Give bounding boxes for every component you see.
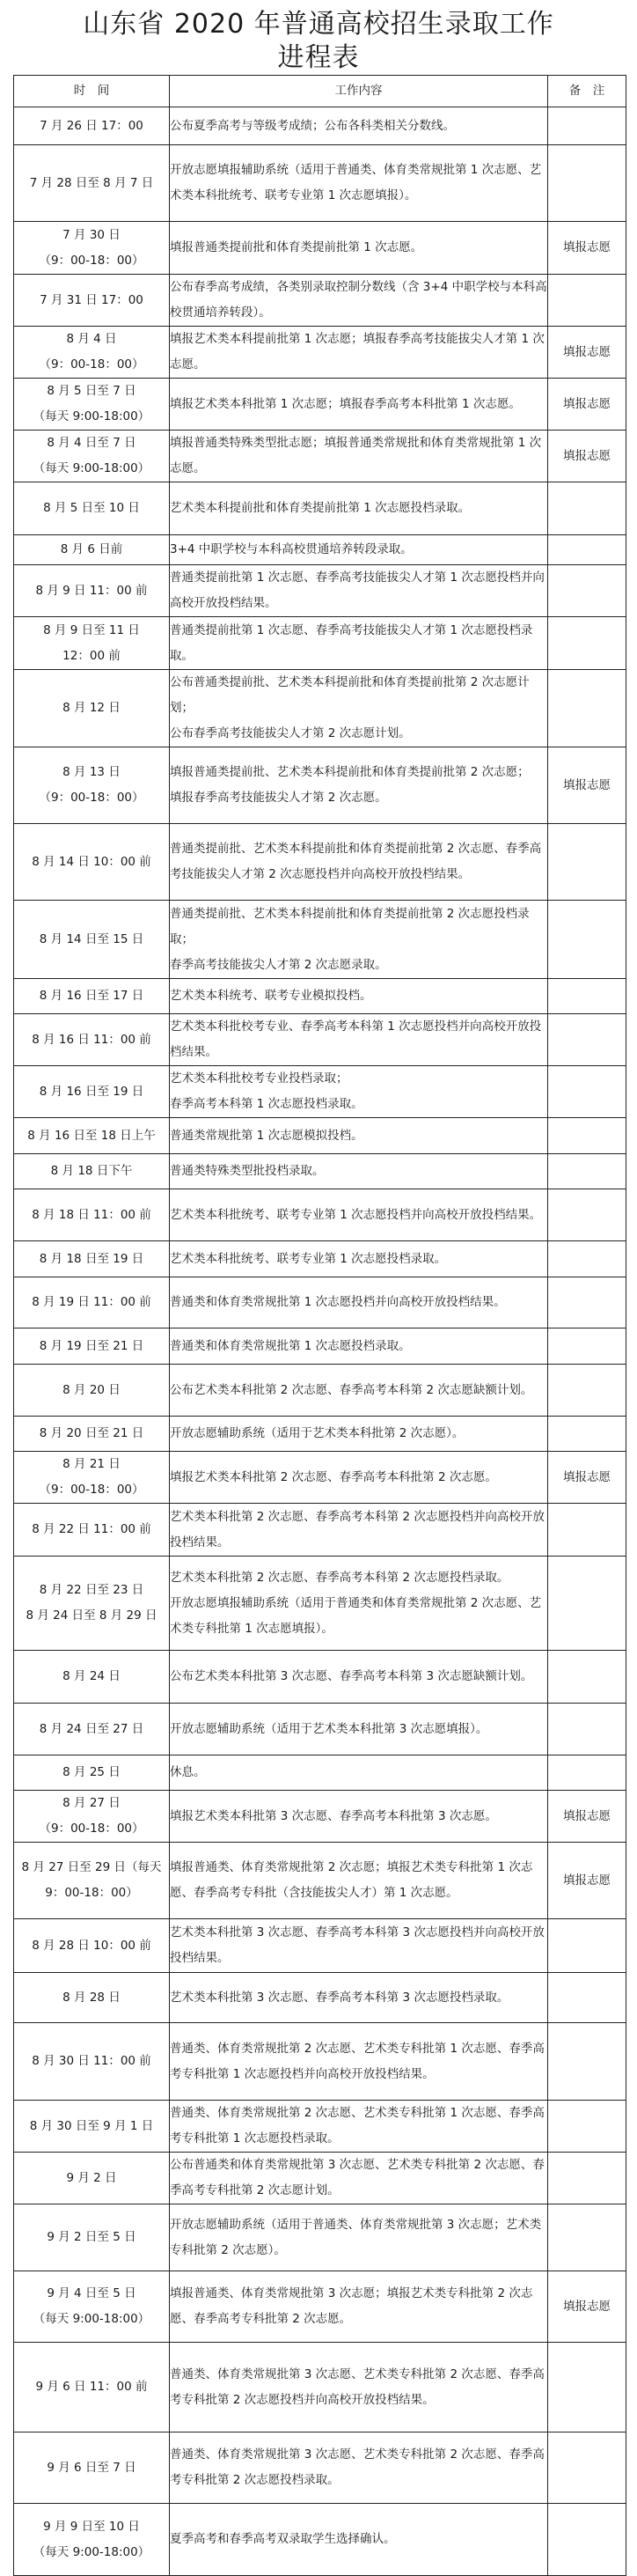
time-text: 8 月 28 日 10：00 前 <box>32 1938 151 1953</box>
content-text: 开放志愿辅助系统（适用于艺术类本科批第 2 次志愿）。 <box>170 1426 465 1440</box>
time-text: 8 月 16 日至 17 日 <box>39 989 144 1003</box>
time-text: 8 月 28 日 <box>62 1990 121 2005</box>
table-row <box>14 1365 626 1417</box>
cell-time <box>14 1277 170 1328</box>
content-text: 填报普通类提前批、艺术类本科提前批和体育类提前批第 2 次志愿； <box>170 765 530 779</box>
table-row <box>14 275 626 327</box>
content-text: 公布普通类提前批、艺术类本科提前批和体育类提前批第 2 次志愿计划； <box>170 675 530 715</box>
table-row <box>14 1973 626 2023</box>
cell-time <box>14 145 170 222</box>
time-text: 8 月 27 日至 29 日（每天 9：00-18：00） <box>21 1860 162 1900</box>
time-text: 12：00 前 <box>62 648 121 663</box>
time-text: （9：00-18：00） <box>39 1483 144 1497</box>
cell-time <box>14 1704 170 1755</box>
cell-content <box>170 1843 548 1919</box>
table-header-row <box>14 76 626 107</box>
cell-time <box>14 1919 170 1973</box>
cell-content <box>170 1452 548 1504</box>
table-row <box>14 1651 626 1704</box>
content-text: 艺术类本科批第 3 次志愿、春季高考本科第 3 次志愿投档并向高校开放投档结果。 <box>170 1925 545 1965</box>
cell-time <box>14 1417 170 1452</box>
content-text: 艺术类本科批校考专业、春季高考本科第 1 次志愿投档并向高校开放投档结果。 <box>170 1019 542 1059</box>
time-text: 9 月 9 日至 10 日 <box>43 2519 140 2534</box>
cell-time <box>14 1651 170 1704</box>
cell-note: 填报志愿 <box>548 1452 626 1504</box>
cell-note <box>548 1365 626 1417</box>
cell-note: 填报志愿 <box>548 1791 626 1843</box>
table-row <box>14 431 626 482</box>
cell-content <box>170 2504 548 2576</box>
table-row <box>14 824 626 901</box>
content-text: 普通类提前批、艺术类本科提前批和体育类提前批第 2 次志愿投档录取； <box>170 906 530 946</box>
cell-content <box>170 979 548 1014</box>
content-text: 普通类、体育类常规批第 2 次志愿、艺术类专科批第 1 次志愿、春季高考专科批第 1 次志愿投档并向高校开放投档结果。 <box>170 2041 545 2081</box>
cell-time <box>14 535 170 565</box>
cell-note <box>548 565 626 617</box>
time-text: 8 月 18 日 11：00 前 <box>32 1207 151 1222</box>
cell-time <box>14 617 170 670</box>
cell-content <box>170 535 548 565</box>
cell-content <box>170 2023 548 2101</box>
table-row <box>14 2432 626 2504</box>
cell-content <box>170 2101 548 2153</box>
time-text: 7 月 26 日 17：00 <box>40 118 143 133</box>
time-text: 8 月 30 日 11：00 前 <box>32 2054 151 2068</box>
cell-time <box>14 2101 170 2153</box>
cell-content <box>170 1277 548 1328</box>
time-text: 8 月 21 日 <box>62 1457 121 1471</box>
cell-content <box>170 482 548 535</box>
time-text: 7 月 31 日 17：00 <box>40 292 143 307</box>
admission-schedule-table <box>13 75 626 2576</box>
content-text: 公布春季高考技能拔尖人才第 2 次志愿计划。 <box>170 726 411 740</box>
table-row <box>14 482 626 535</box>
time-text: 8 月 20 日至 21 日 <box>39 1426 144 1440</box>
cell-content <box>170 2432 548 2504</box>
cell-time <box>14 1755 170 1791</box>
time-text: 9 月 4 日至 5 日 <box>47 2286 136 2300</box>
cell-content <box>170 1417 548 1452</box>
content-text: 艺术类本科批第 2 次志愿、春季高考本科第 2 次志愿投档录取。 <box>170 1570 509 1585</box>
time-text: 8 月 5 日至 10 日 <box>43 501 140 515</box>
content-text: 艺术类本科提前批和体育类提前批第 1 次志愿投档录取。 <box>170 501 471 515</box>
cell-note: 填报志愿 <box>548 2271 626 2343</box>
time-text: 8 月 24 日 <box>62 1669 121 1683</box>
time-text: 8 月 16 日 11：00 前 <box>32 1032 151 1047</box>
table-row <box>14 2504 626 2576</box>
table-row <box>14 1452 626 1504</box>
time-text: 8 月 19 日 11：00 前 <box>32 1295 151 1309</box>
table-row <box>14 1755 626 1791</box>
table-row <box>14 1328 626 1365</box>
content-text: 普通类和体育类常规批第 1 次志愿投档并向高校开放投档结果。 <box>170 1295 506 1309</box>
cell-content <box>170 379 548 431</box>
time-text: 8 月 12 日 <box>62 701 121 715</box>
time-text: 8 月 6 日前 <box>60 542 123 556</box>
cell-content <box>170 1189 548 1241</box>
content-text: 普通类常规批第 1 次志愿模拟投档。 <box>170 1128 363 1143</box>
document-subtitle: 进程表 <box>277 42 360 73</box>
cell-note <box>548 1277 626 1328</box>
cell-note <box>548 670 626 747</box>
header-content: 工作内容 <box>170 76 548 107</box>
time-text: （每天 9:00-18:00） <box>33 461 150 475</box>
content-text: 填报春季高考技能拔尖人才第 2 次志愿。 <box>170 791 387 805</box>
table-row <box>14 1154 626 1189</box>
table-row <box>14 1277 626 1328</box>
cell-time <box>14 2432 170 2504</box>
cell-time <box>14 1843 170 1919</box>
content-text: 普通类、体育类常规批第 3 次志愿、艺术类专科批第 2 次志愿、春季高考专科批第 2 次志愿投档录取。 <box>170 2447 545 2487</box>
cell-content <box>170 2343 548 2432</box>
time-text: 9 月 2 日 <box>66 2170 117 2185</box>
table-row <box>14 1417 626 1452</box>
cell-note <box>548 145 626 222</box>
table-body <box>14 107 626 2576</box>
time-text: 8 月 13 日 <box>62 765 121 779</box>
cell-time <box>14 2343 170 2432</box>
cell-note <box>548 2204 626 2271</box>
cell-content <box>170 1557 548 1651</box>
cell-note <box>548 617 626 670</box>
cell-time <box>14 1504 170 1557</box>
cell-content <box>170 1791 548 1843</box>
cell-note: 填报志愿 <box>548 431 626 482</box>
content-text: 艺术类本科统考、联考专业模拟投档。 <box>170 989 372 1003</box>
cell-note <box>548 1651 626 1704</box>
cell-note: 填报志愿 <box>548 1843 626 1919</box>
header-time: 时 间 <box>14 76 170 107</box>
table-row <box>14 1189 626 1241</box>
table-row <box>14 1919 626 1973</box>
content-text: 公布春季高考成绩，各类别录取控制分数线（含 3+4 中职学校与本科高校贯通培养转段）。 <box>170 280 547 320</box>
cell-content <box>170 565 548 617</box>
time-text: 8 月 4 日至 7 日 <box>47 436 136 450</box>
cell-time <box>14 1452 170 1504</box>
cell-content <box>170 1973 548 2023</box>
content-text: 春季高考技能拔尖人才第 2 次志愿录取。 <box>170 957 387 972</box>
table-row <box>14 327 626 379</box>
time-text: 8 月 9 日 11：00 前 <box>35 583 148 598</box>
cell-time <box>14 275 170 327</box>
cell-note <box>548 1504 626 1557</box>
cell-time <box>14 1557 170 1651</box>
cell-note <box>548 1704 626 1755</box>
table-row <box>14 747 626 824</box>
cell-content <box>170 617 548 670</box>
content-text: 普通类提前批第 1 次志愿、春季高考技能拔尖人才第 1 次志愿投档并向高校开放投档结果。 <box>170 570 545 610</box>
cell-note <box>548 1118 626 1154</box>
table-row <box>14 107 626 145</box>
cell-time <box>14 1014 170 1066</box>
cell-note <box>548 107 626 145</box>
table-row <box>14 1241 626 1277</box>
content-text: 填报普通类、体育类常规批第 3 次志愿；填报艺术类专科批第 2 次志愿、春季高考专科批第 2 次志愿。 <box>170 2286 533 2326</box>
cell-content <box>170 275 548 327</box>
cell-note <box>548 1557 626 1651</box>
table-row <box>14 1791 626 1843</box>
cell-time <box>14 565 170 617</box>
time-text: 8 月 22 日 11：00 前 <box>32 1522 151 1536</box>
time-text: 7 月 28 日至 8 月 7 日 <box>29 175 154 190</box>
cell-time <box>14 747 170 824</box>
cell-note: 填报志愿 <box>548 327 626 379</box>
content-text: 普通类提前批第 1 次志愿、春季高考技能拔尖人才第 1 次志愿投档录取。 <box>170 622 533 663</box>
content-text: 公布普通类和体育类常规批第 3 次志愿、艺术类专科批第 2 次志愿、春季高考专科批第 2 次志愿计划。 <box>170 2158 545 2197</box>
content-text: 填报普通类提前批和体育类提前批第 1 次志愿。 <box>170 240 423 254</box>
cell-note <box>548 1241 626 1277</box>
time-text: 9 月 6 日至 7 日 <box>47 2460 136 2475</box>
cell-time <box>14 670 170 747</box>
content-text: 艺术类本科批统考、联考专业第 1 次志愿投档录取。 <box>170 1251 447 1266</box>
time-text: 8 月 27 日 <box>62 1796 121 1810</box>
content-text: 艺术类本科批第 3 次志愿、春季高考本科第 3 次志愿投档录取。 <box>170 1990 509 2005</box>
cell-note <box>548 2504 626 2576</box>
time-text: 9 月 2 日至 5 日 <box>47 2230 136 2244</box>
content-text: 休息。 <box>170 1765 206 1779</box>
content-text: 夏季高考和春季高考双录取学生选择确认。 <box>170 2532 396 2546</box>
content-text: 填报普通类特殊类型批志愿；填报普通类常规批和体育类常规批第 1 次志愿。 <box>170 436 542 475</box>
cell-time <box>14 1973 170 2023</box>
table-row <box>14 2023 626 2101</box>
cell-content <box>170 1328 548 1365</box>
table-row <box>14 1118 626 1154</box>
content-text: 填报普通类、体育类常规批第 2 次志愿；填报艺术类专科批第 1 次志愿、春季高考专科批（含技能拔尖人才）第 1 次志愿。 <box>170 1860 533 1900</box>
cell-note: 填报志愿 <box>548 222 626 275</box>
table-row <box>14 2271 626 2343</box>
content-text: 填报艺术类本科提前批第 1 次志愿；填报春季高考技能拔尖人才第 1 次志愿。 <box>170 332 545 372</box>
cell-content <box>170 1919 548 1973</box>
time-text: 8 月 20 日 <box>62 1382 121 1397</box>
content-text: 填报艺术类本科批第 2 次志愿、春季高考本科批第 2 次志愿。 <box>170 1469 497 1484</box>
cell-content <box>170 1651 548 1704</box>
time-text: （9：00-18：00） <box>39 791 144 805</box>
cell-note <box>548 979 626 1014</box>
cell-time <box>14 2153 170 2204</box>
cell-note <box>548 1328 626 1365</box>
cell-content <box>170 222 548 275</box>
table-row <box>14 979 626 1014</box>
cell-content <box>170 327 548 379</box>
cell-time <box>14 901 170 979</box>
content-text: 普通类提前批、艺术类本科提前批和体育类提前批第 2 次志愿、春季高考技能拔尖人才第 2 次志愿投档并向高校开放投档结果。 <box>170 842 542 881</box>
time-text: 8 月 18 日至 19 日 <box>39 1251 144 1266</box>
cell-note: 填报志愿 <box>548 747 626 824</box>
cell-time <box>14 431 170 482</box>
cell-time <box>14 1066 170 1118</box>
content-text: 公布夏季高考与等级考成绩；公布各科类相关分数线。 <box>170 118 455 133</box>
time-text: 8 月 5 日至 7 日 <box>47 384 136 398</box>
table-row <box>14 1066 626 1118</box>
time-text: 9 月 6 日 11：00 前 <box>35 2380 148 2394</box>
cell-time <box>14 2204 170 2271</box>
cell-time <box>14 824 170 901</box>
table-row <box>14 2204 626 2271</box>
table-row <box>14 901 626 979</box>
content-text: 开放志愿辅助系统（适用于普通类、体育类常规批第 3 次志愿；艺术类专科批第 2 次志愿）。 <box>170 2217 542 2257</box>
cell-content <box>170 2153 548 2204</box>
time-text: （9：00-18：00） <box>39 1822 144 1836</box>
cell-time <box>14 1328 170 1365</box>
cell-note: 填报志愿 <box>548 379 626 431</box>
cell-time <box>14 1365 170 1417</box>
cell-note <box>548 1919 626 1973</box>
cell-note <box>548 275 626 327</box>
cell-time <box>14 1241 170 1277</box>
content-text: 填报艺术类本科批第 1 次志愿；填报春季高考本科批第 1 次志愿。 <box>170 396 521 411</box>
content-text: 公布艺术类本科批第 2 次志愿、春季高考本科第 2 次志愿缺额计划。 <box>170 1382 533 1397</box>
cell-time <box>14 1791 170 1843</box>
content-text: 春季高考本科第 1 次志愿投档录取。 <box>170 1097 363 1111</box>
cell-time <box>14 1118 170 1154</box>
table-row <box>14 1014 626 1066</box>
cell-note <box>548 901 626 979</box>
time-text: （每天 9:00-18:00） <box>33 2544 150 2559</box>
cell-note <box>548 2023 626 2101</box>
cell-note <box>548 2101 626 2153</box>
cell-time <box>14 222 170 275</box>
cell-content <box>170 1704 548 1755</box>
cell-content <box>170 1014 548 1066</box>
table-row <box>14 565 626 617</box>
cell-note <box>548 482 626 535</box>
time-text: 8 月 24 日至 8 月 29 日 <box>26 1608 157 1623</box>
time-text: 8 月 4 日 <box>66 332 117 346</box>
cell-content <box>170 2204 548 2271</box>
table-row <box>14 2153 626 2204</box>
content-text: 普通类、体育类常规批第 3 次志愿、艺术类专科批第 2 次志愿、春季高考专科批第 2 次志愿投档并向高校开放投档结果。 <box>170 2366 545 2407</box>
time-text: 7 月 30 日 <box>62 227 121 242</box>
cell-time <box>14 327 170 379</box>
cell-note <box>548 1973 626 2023</box>
time-text: 8 月 14 日至 15 日 <box>39 931 144 946</box>
cell-time <box>14 379 170 431</box>
cell-content <box>170 107 548 145</box>
time-text: 8 月 16 日至 18 日上午 <box>27 1128 156 1143</box>
time-text: （9：00-18：00） <box>39 253 144 268</box>
table-row <box>14 1843 626 1919</box>
cell-note <box>548 1066 626 1118</box>
cell-time <box>14 2023 170 2101</box>
table-row <box>14 1557 626 1651</box>
table-row <box>14 535 626 565</box>
cell-note <box>548 2432 626 2504</box>
content-text: 普通类、体育类常规批第 2 次志愿、艺术类专科批第 1 次志愿、春季高考专科批第 1 次志愿投档录取。 <box>170 2106 545 2145</box>
cell-time <box>14 1189 170 1241</box>
content-text: 普通类特殊类型批投档录取。 <box>170 1164 325 1178</box>
time-text: 8 月 24 日至 27 日 <box>39 1721 144 1736</box>
cell-content <box>170 824 548 901</box>
cell-time <box>14 2504 170 2576</box>
cell-content <box>170 747 548 824</box>
cell-note <box>548 1189 626 1241</box>
content-text: 开放志愿辅助系统（适用于艺术类本科批第 3 次志愿填报）。 <box>170 1721 488 1736</box>
table-row <box>14 222 626 275</box>
time-text: 8 月 25 日 <box>62 1765 121 1779</box>
cell-time <box>14 1154 170 1189</box>
table-row <box>14 145 626 222</box>
cell-content <box>170 1154 548 1189</box>
cell-time <box>14 979 170 1014</box>
content-text: 艺术类本科批第 2 次志愿、春季高考本科第 2 次志愿投档并向高校开放投档结果。 <box>170 1509 545 1549</box>
cell-content <box>170 2271 548 2343</box>
cell-content <box>170 1118 548 1154</box>
table-row <box>14 670 626 747</box>
cell-content <box>170 1066 548 1118</box>
cell-content <box>170 431 548 482</box>
cell-note <box>548 1755 626 1791</box>
cell-time <box>14 107 170 145</box>
table-row <box>14 379 626 431</box>
cell-content <box>170 1504 548 1557</box>
content-text: 普通类和体育类常规批第 1 次志愿投档录取。 <box>170 1338 411 1353</box>
cell-note <box>548 2343 626 2432</box>
table-row <box>14 2101 626 2153</box>
cell-content <box>170 145 548 222</box>
cell-content <box>170 1241 548 1277</box>
time-text: 8 月 9 日至 11 日 <box>43 622 140 637</box>
time-text: 8 月 18 日下午 <box>50 1164 133 1178</box>
cell-content <box>170 901 548 979</box>
cell-note <box>548 1417 626 1452</box>
cell-content <box>170 1365 548 1417</box>
document-title: 山东省 2020 年普通高校招生录取工作 <box>83 9 554 40</box>
cell-note <box>548 1154 626 1189</box>
table-row <box>14 1704 626 1755</box>
table-row <box>14 1504 626 1557</box>
cell-time <box>14 2271 170 2343</box>
table-row <box>14 2343 626 2432</box>
content-text: 艺术类本科批统考、联考专业第 1 次志愿投档并向高校开放投档结果。 <box>170 1207 542 1222</box>
time-text: 8 月 22 日至 23 日 <box>39 1583 144 1597</box>
time-text: （每天 9:00-18:00） <box>33 2312 150 2326</box>
content-text: 公布艺术类本科批第 3 次志愿、春季高考本科第 3 次志愿缺额计划。 <box>170 1669 533 1683</box>
cell-note <box>548 824 626 901</box>
time-text: 8 月 19 日至 21 日 <box>39 1338 144 1353</box>
content-text: 开放志愿填报辅助系统（适用于普通类、体育类常规批第 1 次志愿、艺术类本科批统考、联考专业第 1 次志愿填报）。 <box>170 163 542 202</box>
time-text: 8 月 30 日至 9 月 1 日 <box>29 2118 154 2133</box>
time-text: 8 月 16 日至 19 日 <box>39 1084 144 1099</box>
time-text: 8 月 14 日 10：00 前 <box>32 854 151 869</box>
cell-note <box>548 2153 626 2204</box>
time-text: （9：00-18：00） <box>39 357 144 372</box>
cell-content <box>170 1755 548 1791</box>
cell-content <box>170 670 548 747</box>
time-text: （每天 9:00-18:00） <box>33 409 150 423</box>
header-note: 备 注 <box>548 76 626 107</box>
content-text: 3+4 中职学校与本科高校贯通培养转段录取。 <box>170 542 413 556</box>
cell-note <box>548 535 626 565</box>
table-row <box>14 617 626 670</box>
content-text: 开放志愿填报辅助系统（适用于普通类和体育类常规批第 2 次志愿、艺术类专科批第 1 次志愿填报）。 <box>170 1595 542 1636</box>
cell-note <box>548 1014 626 1066</box>
content-text: 艺术类本科批校考专业投档录取； <box>170 1071 348 1086</box>
cell-time <box>14 482 170 535</box>
content-text: 填报艺术类本科批第 3 次志愿、春季高考本科批第 3 次志愿。 <box>170 1808 497 1823</box>
